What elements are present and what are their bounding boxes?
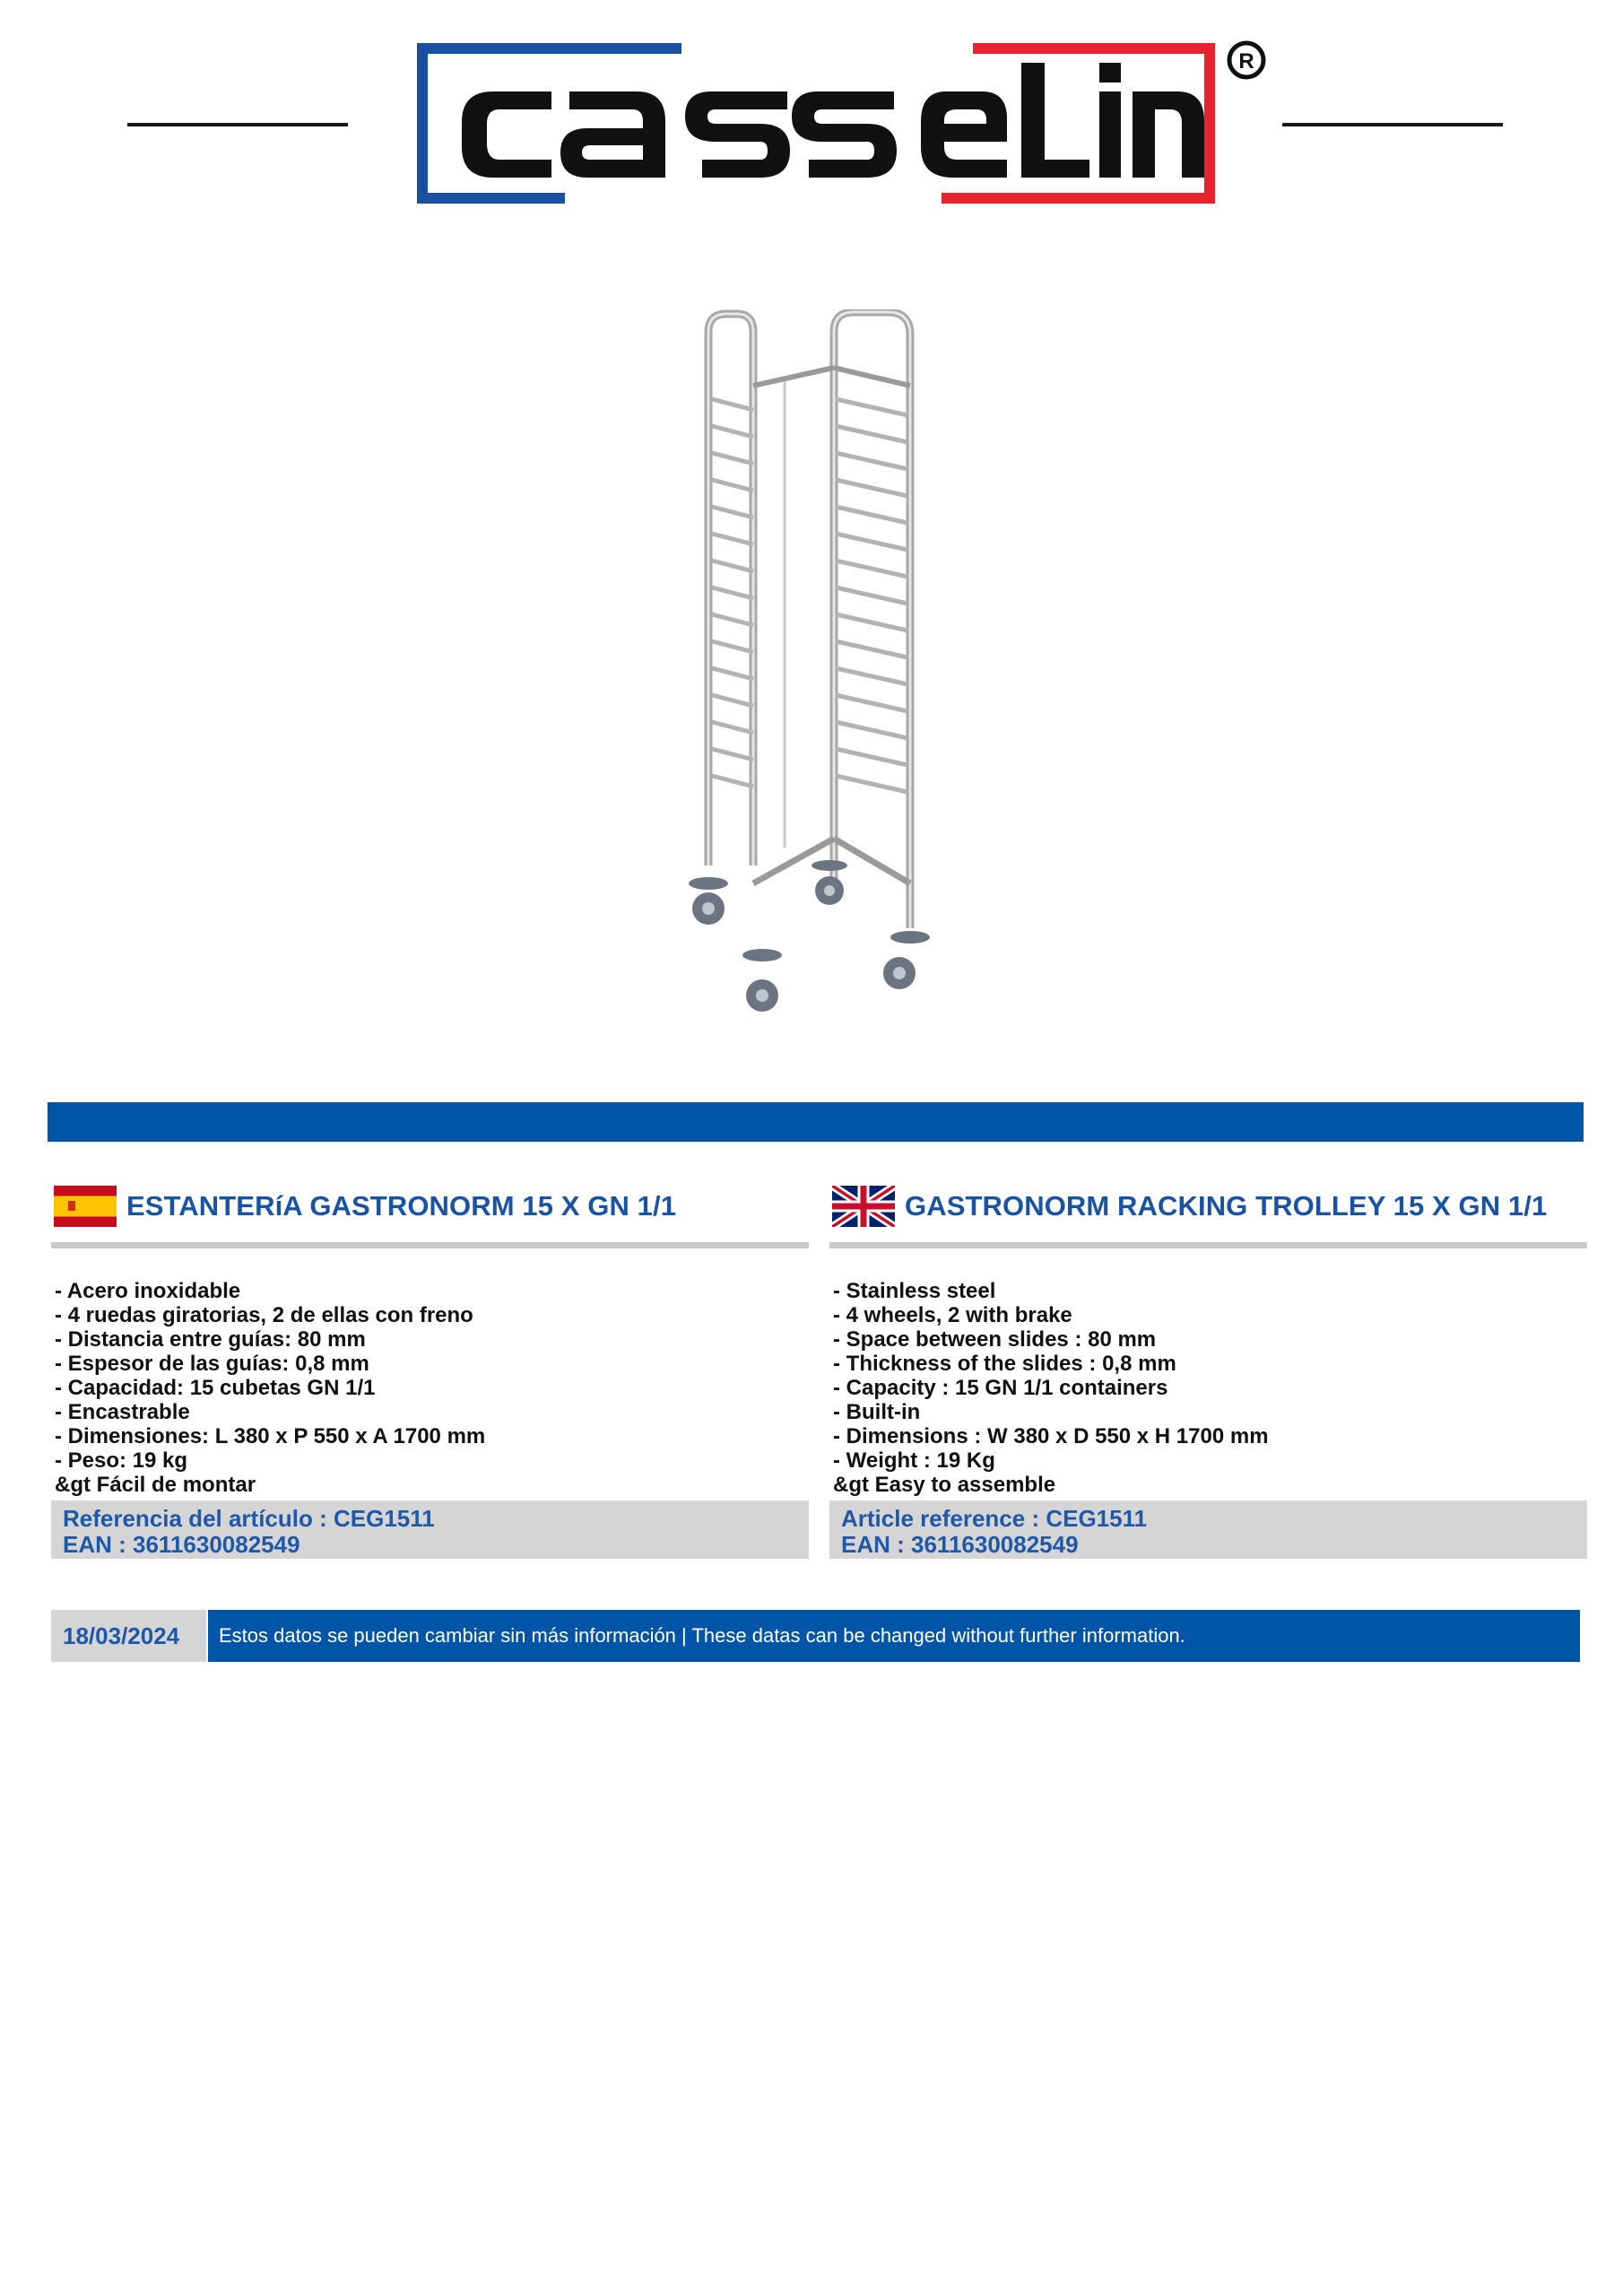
spanish-header <box>51 1184 809 1229</box>
list-item: - Built-in <box>833 1400 921 1424</box>
list-item: - Thickness of the slides : 0,8 mm <box>833 1352 1176 1376</box>
list-item: - Espesor de las guías: 0,8 mm <box>55 1352 369 1376</box>
footer-disclaimer: Estos datos se pueden cambiar sin más información | These datas can be changed without further information. <box>208 1610 1580 1662</box>
svg-text:R: R <box>1238 49 1254 74</box>
footer-date: 18/03/2024 <box>51 1610 206 1662</box>
english-title: GASTRONORM RACKING TROLLEY 15 X GN 1/1 <box>905 1190 1548 1222</box>
list-item: - Encastrable <box>55 1400 190 1424</box>
list-item: - Acero inoxidable <box>55 1279 241 1303</box>
spanish-article-reference: Referencia del artículo : CEG1511 <box>63 1505 435 1532</box>
header-rule-right <box>1282 123 1503 126</box>
uk-flag-icon <box>832 1186 895 1227</box>
list-item: - Peso: 19 kg <box>55 1448 188 1473</box>
list-item: - Distancia entre guías: 80 mm <box>55 1327 366 1352</box>
list-item: - Weight : 19 Kg <box>833 1448 995 1473</box>
list-item: - Space between slides : 80 mm <box>833 1327 1157 1352</box>
english-article-reference: Article reference : CEG1511 <box>841 1505 1148 1532</box>
english-header <box>829 1184 1587 1229</box>
english-feature-list <box>829 1279 1587 1497</box>
section-band <box>48 1102 1584 1142</box>
list-item: - Dimensions : W 380 x D 550 x H 1700 mm <box>833 1424 1269 1448</box>
english-column <box>829 1184 1587 1559</box>
list-item: - Capacidad: 15 cubetas GN 1/1 <box>55 1376 376 1400</box>
list-item: - 4 ruedas giratorias, 2 de ellas con freno <box>55 1303 473 1327</box>
list-item: &gt Easy to assemble <box>833 1473 1056 1497</box>
list-item: - Stainless steel <box>833 1279 996 1303</box>
list-item: - Dimensiones: L 380 x P 550 x A 1700 mm <box>55 1424 486 1448</box>
spanish-title-rule <box>51 1242 809 1248</box>
spanish-ean: EAN : 3611630082549 <box>63 1531 300 1558</box>
casselin-logo <box>408 36 1273 211</box>
spanish-column <box>51 1184 809 1559</box>
list-item: - 4 wheels, 2 with brake <box>833 1303 1072 1327</box>
spanish-title: ESTANTERíA GASTRONORM 15 X GN 1/1 <box>126 1190 677 1222</box>
spanish-feature-list <box>51 1279 809 1497</box>
header-rule-left <box>127 123 348 126</box>
english-title-rule <box>829 1242 1587 1248</box>
list-item: &gt Fácil de montar <box>55 1473 256 1497</box>
spain-flag-icon <box>54 1186 117 1227</box>
english-reference-box <box>829 1500 1587 1559</box>
english-ean: EAN : 3611630082549 <box>841 1531 1079 1558</box>
spanish-reference-box <box>51 1500 809 1559</box>
list-item: - Capacity : 15 GN 1/1 containers <box>833 1376 1168 1400</box>
trolley-image <box>681 309 942 1018</box>
